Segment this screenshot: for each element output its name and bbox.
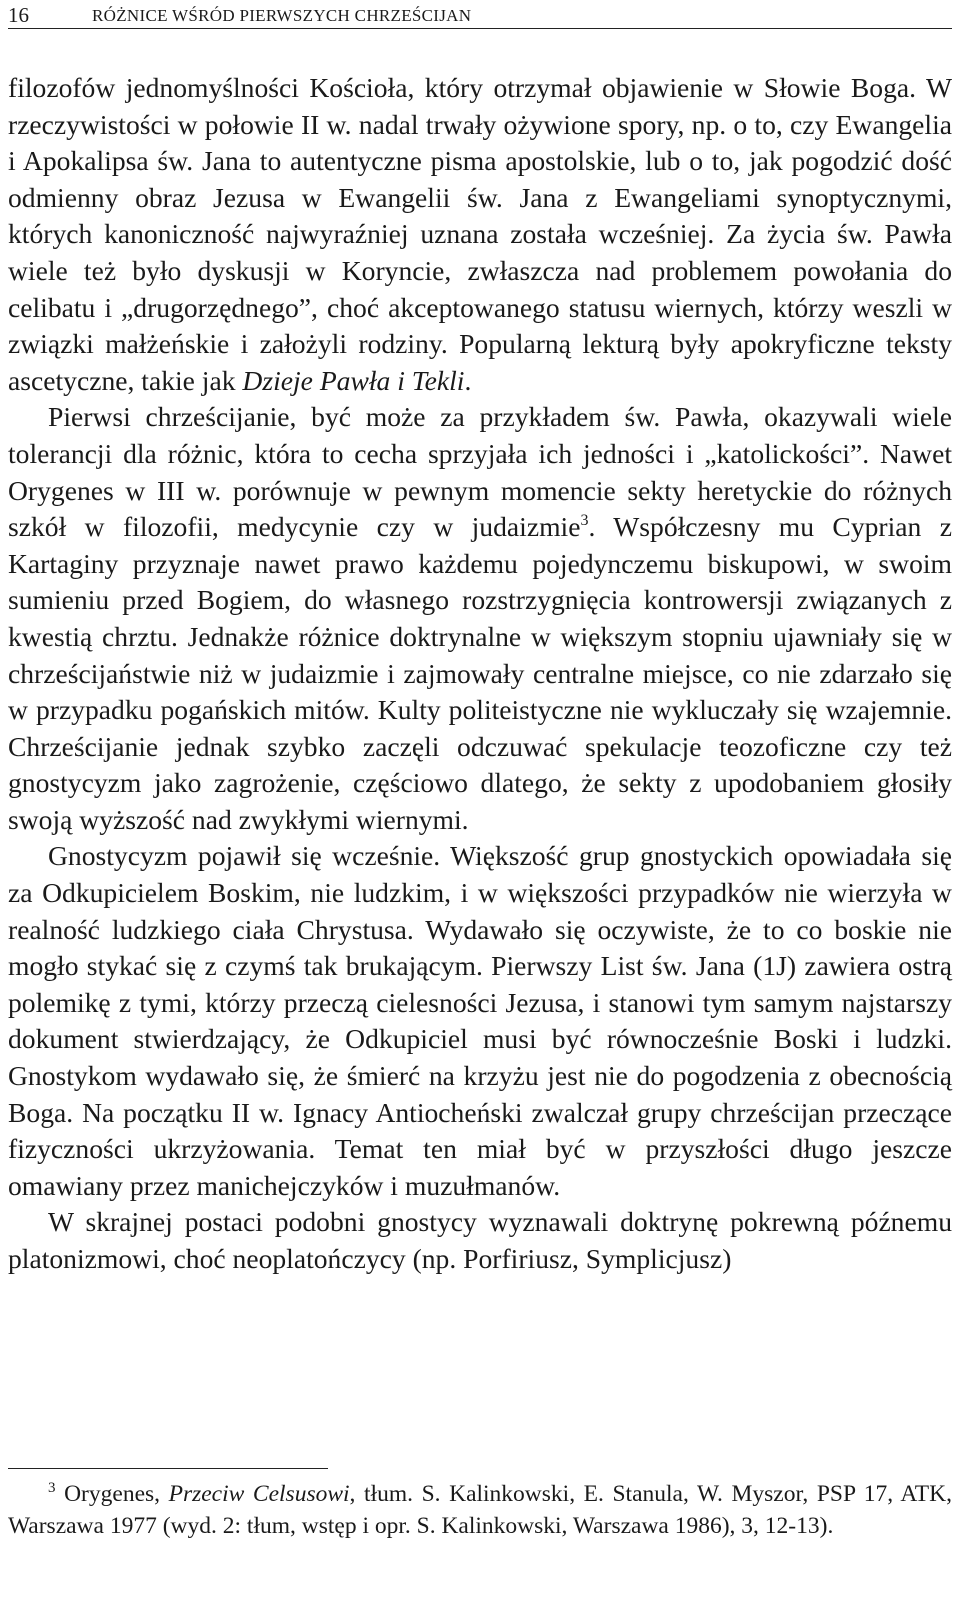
paragraph-2-end: . Współczesny mu Cyprian z Kartaginy przyznaje nawet prawo każdemu pojedynczemu biskupowi, w swoim sumieniu przed Bogiem, do własnego rozstrzygnięcia kontrowersji związanych z kwestią chrztu. Jednakże różnice doktrynalne w większym stopniu ujawniały się w chrześcijaństwie niż w judaizmie i zajmowały centralne miejsce, co nie zdarzało się w przypadku pogańskich mitów. Kulty politeistyczne nie wykluczały się wzajemnie. Chrześcijanie jednak szybko zaczęli odczuwać spekulacje teozoficzne czy też gnostycyzm jako zagrożenie, częściowo dlatego, że sekty z upodobaniem głosiły swoją wyższość nad zwykłymi wiernymi. — [8, 511, 952, 835]
paragraph-1-end: . — [464, 364, 472, 396]
book-page — [8, 0, 952, 1613]
footnote — [8, 1478, 952, 1542]
work-title-dzieje: Dzieje Pawła i Tekli — [242, 364, 465, 396]
footnote-separator — [8, 1468, 328, 1469]
footnote-reference[interactable]: 3 — [580, 512, 589, 530]
paragraph-2-text: Pierwsi chrześcijanie, być może za przykładem św. Pawła, okazywali wiele tolerancji dla różnic, która to cecha sprzyjała ich jedności i „katolickości”. Nawet Orygenes w III w. porównuje w pewnym momencie sekty heretyckie do różnych szkół w filozofii, medycynie czy w judaizmie — [8, 401, 952, 543]
footnote-3 — [8, 1478, 952, 1542]
paragraph-4: W skrajnej postaci podobni gnostycy wyznawali doktrynę pokrewną późnemu platonizmowi, choć neoplatończycy (np. Porfiriusz, Symplicjusz) — [8, 1206, 952, 1274]
paragraph-1 — [8, 70, 952, 399]
footnote-text: Orygenes, — [55, 1481, 169, 1507]
body-text — [8, 70, 952, 1278]
paragraph-1-text: filozofów jednomyślności Kościoła, który otrzymał objawienie w Słowie Boga. W rzeczywistości w połowie II w. nadal trwały ożywione spory, np. o to, czy Ewangelia i Apokalipsa św. Jana to autentyczne pisma apostolskie, lub o to, jak pogodzić dość odmienny obraz Jezusa w Ewangelii św. Jana z Ewangeliami synoptycznymi, których kanoniczność najwyraźniej uznana została wcześniej. Za życia św. Pawła wiele też było dyskusji w Koryncie, zwłaszcza nad problemem powołania do celibatu i „drugorzędnego”, choć akceptowanego statusu wiernych, którzy weszli w związki małżeńskie i założyli rodziny. Popularną lekturą były apokryficzne teksty ascetyczne, takie jak — [8, 72, 952, 396]
running-title: RÓŻNICE WŚRÓD PIERWSZYCH CHRZEŚCIJAN — [92, 6, 472, 25]
page-number: 16 — [8, 3, 29, 27]
footnote-work-title: Przeciw Celsusowi — [168, 1481, 350, 1507]
running-head — [8, 2, 952, 29]
footnote-text-end: , tłum. S. Kalinkowski, E. Stanula, W. Myszor, PSP 17, ATK, Warszawa 1977 (wyd. 2: tłum, wstęp i opr. S. Kalinkowski, Warszawa 1986), 3, 12-13). — [8, 1481, 952, 1539]
paragraph-2 — [8, 399, 952, 838]
footnote-number: 3 — [48, 1480, 56, 1496]
paragraph-3: Gnostycyzm pojawił się wcześnie. Większość grup gnostyckich opowiadała się za Odkupicielem Boskim, nie ludzkim, i w większości przypadków nie wierzyła w realność ludzkiego ciała Chrystusa. Wydawało się oczywiste, że to co boskie nie mogło stykać się z czymś tak brukającym. Pierwszy List św. Jana (1J) zawiera ostrą polemikę z tymi, którzy przeczą cielesności Jezusa, i stanowi tym samym najstarszy dokument stwierdzający, że Odkupiciel musi być równocześnie Boski i ludzki. Gnostykom wydawało się, że śmierć na krzyżu jest nie do pogodzenia z obecnością Boga. Na początku II w. Ignacy Antiocheński zwalczał grupy chrześcijan przeczące fizyczności ukrzyżowania. Temat ten miał być w przyszłości długo jeszcze omawiany przez manichejczyków i muzułmanów. — [8, 840, 952, 1201]
